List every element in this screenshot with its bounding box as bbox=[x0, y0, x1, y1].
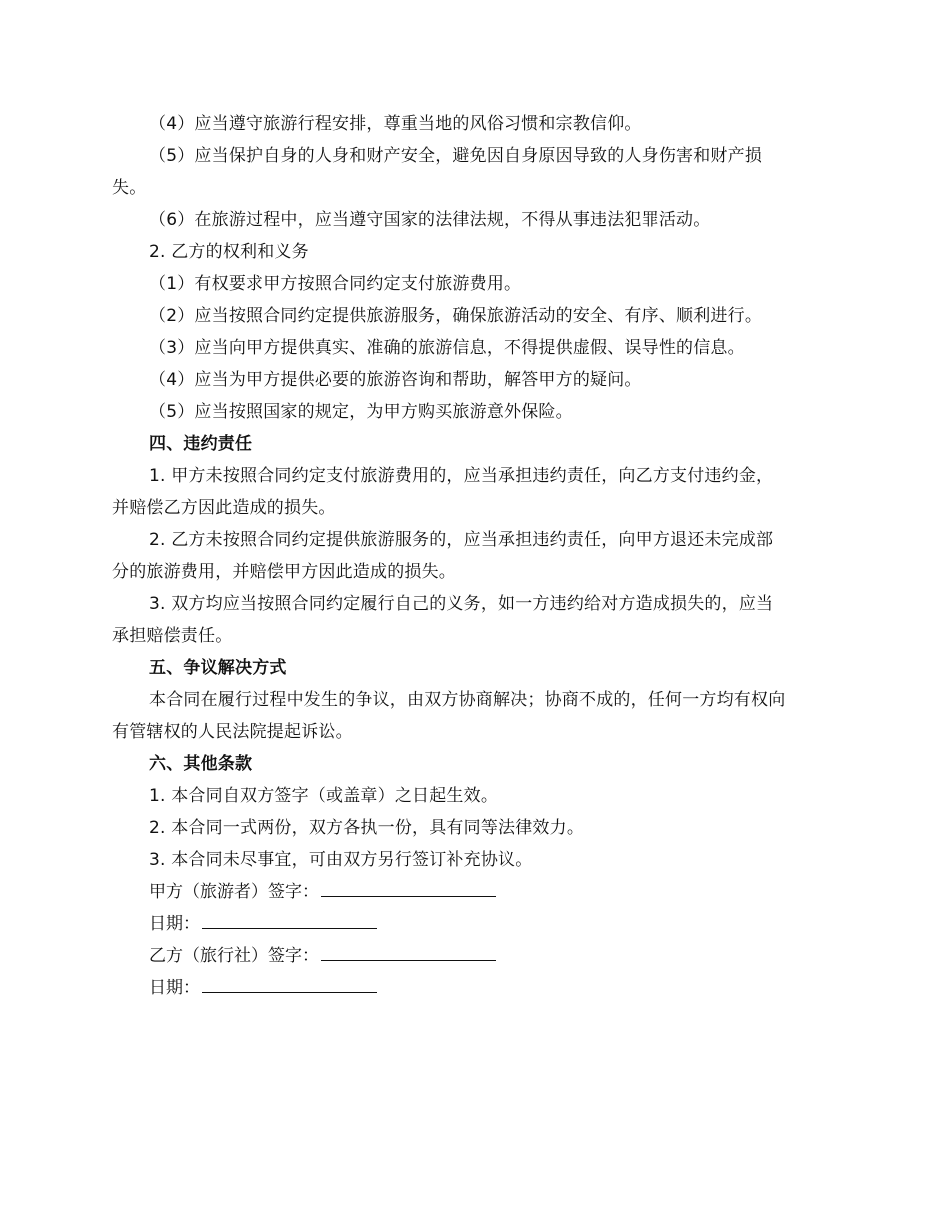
other-clause-2: 2. 本合同一式两份，双方各执一份，具有同等法律效力。 bbox=[149, 818, 585, 838]
clause-b3: （3）应当向甲方提供真实、准确的旅游信息，不得提供虚假、误导性的信息。 bbox=[149, 338, 745, 358]
other-clause-1: 1. 本合同自双方签字（或盖章）之日起生效。 bbox=[149, 786, 499, 806]
breach-clause-3: 3. 双方均应当按照合同约定履行自己的义务，如一方违约给对方造成损失的，应当 bbox=[149, 594, 774, 614]
clause-a6: （6）在旅游过程中，应当遵守国家的法律法规，不得从事违法犯罪活动。 bbox=[149, 210, 711, 230]
party-b-signature-field[interactable] bbox=[321, 942, 496, 961]
section-heading-other: 六、其他条款 bbox=[149, 754, 253, 774]
subheading-party-b-rights: 2. 乙方的权利和义务 bbox=[149, 242, 309, 262]
party-a-signature-field[interactable] bbox=[321, 878, 496, 897]
dispute-clause: 本合同在履行过程中发生的争议，由双方协商解决；协商不成的，任何一方均有权向 bbox=[149, 690, 786, 710]
party-b-date-label: 日期： bbox=[149, 978, 200, 998]
party-a-date-field[interactable] bbox=[202, 910, 377, 929]
breach-clause-1-cont: 并赔偿乙方因此造成的损失。 bbox=[112, 498, 336, 518]
contract-page bbox=[112, 108, 842, 1004]
party-a-signature-label: 甲方（旅游者）签字： bbox=[149, 882, 319, 902]
party-b-date-row bbox=[112, 972, 842, 1004]
clause-a4: （4）应当遵守旅游行程安排，尊重当地的风俗习惯和宗教信仰。 bbox=[149, 114, 642, 134]
party-b-signature-row bbox=[112, 940, 842, 972]
section-heading-breach: 四、违约责任 bbox=[149, 434, 253, 454]
party-a-date-label: 日期： bbox=[149, 914, 200, 934]
clause-b2: （2）应当按照合同约定提供旅游服务，确保旅游活动的安全、有序、顺利进行。 bbox=[149, 306, 763, 326]
breach-clause-2-cont: 分的旅游费用，并赔偿甲方因此造成的损失。 bbox=[112, 562, 456, 582]
party-a-date-row bbox=[112, 908, 842, 940]
breach-clause-3-cont: 承担赔偿责任。 bbox=[112, 626, 233, 646]
clause-b4: （4）应当为甲方提供必要的旅游咨询和帮助，解答甲方的疑问。 bbox=[149, 370, 642, 390]
clause-a5: （5）应当保护自身的人身和财产安全，避免因自身原因导致的人身伤害和财产损 bbox=[149, 146, 763, 166]
party-b-signature-label: 乙方（旅行社）签字： bbox=[149, 946, 319, 966]
other-clause-3: 3. 本合同未尽事宜，可由双方另行签订补充协议。 bbox=[149, 850, 533, 870]
dispute-clause-cont: 有管辖权的人民法院提起诉讼。 bbox=[112, 722, 353, 742]
clause-a5-cont: 失。 bbox=[112, 178, 147, 198]
party-a-signature-row bbox=[112, 876, 842, 908]
clause-b5: （5）应当按照国家的规定，为甲方购买旅游意外保险。 bbox=[149, 402, 573, 422]
clause-b1: （1）有权要求甲方按照合同约定支付旅游费用。 bbox=[149, 274, 522, 294]
section-heading-dispute: 五、争议解决方式 bbox=[149, 658, 287, 678]
breach-clause-2: 2. 乙方未按照合同约定提供旅游服务的，应当承担违约责任，向甲方退还未完成部 bbox=[149, 530, 774, 550]
party-b-date-field[interactable] bbox=[202, 974, 377, 993]
breach-clause-1: 1. 甲方未按照合同约定支付旅游费用的，应当承担违约责任，向乙方支付违约金， bbox=[149, 466, 774, 486]
